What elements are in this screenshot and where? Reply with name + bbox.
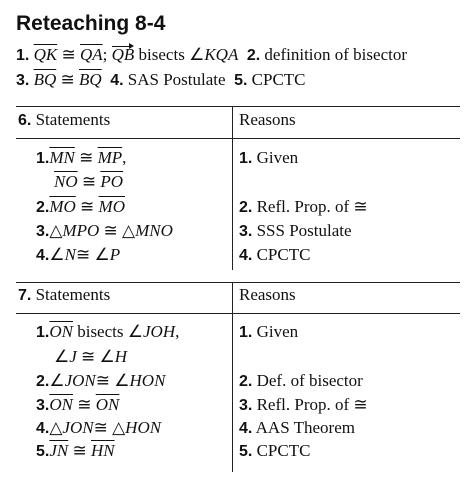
segment-qa: $\overline{QA}$: [79, 45, 103, 64]
reason-number: 3.: [239, 223, 253, 240]
statement-number: 2.: [36, 373, 50, 390]
statement-number: 1.: [36, 324, 50, 341]
table-7-statement-3: [36, 395, 119, 415]
congruent-symbol: ≅: [103, 221, 118, 240]
reason-number: 4.: [239, 247, 253, 264]
item-5-text: CPCTC: [251, 70, 306, 89]
table-7-statement-1: [36, 322, 179, 342]
bisects-word: bisects: [77, 322, 124, 341]
segment: $\overline{ON}$: [95, 395, 120, 414]
segment-bq: $\overline{BQ}$: [79, 70, 102, 89]
triangle-name: JON: [62, 418, 94, 437]
congruent-symbol: ≅: [60, 70, 75, 89]
reason-text: CPCTC: [256, 245, 311, 264]
statement-number: 4.: [36, 247, 50, 264]
angle-kqa: KQA: [204, 45, 239, 64]
statement-number: 3.: [36, 223, 50, 240]
congruent-symbol: ≅: [93, 418, 108, 437]
angle-symbol: ∠: [94, 245, 110, 264]
comma: ,: [122, 148, 127, 167]
table-7-statement-4: [36, 418, 161, 438]
table-6-divider: [232, 106, 233, 270]
congruent-symbol: ≅: [95, 371, 111, 390]
item-3-number: 3.: [16, 72, 30, 89]
angle-name: JON: [64, 371, 96, 390]
segment: $\overline{PO}$: [100, 172, 124, 191]
table-7-reason-4: [239, 418, 355, 438]
segment: $\overline{JN}$: [49, 441, 69, 460]
table-6-statement-3: [36, 221, 173, 241]
congruent-symbol: ≅: [81, 347, 96, 366]
problem-7-number: 7.: [18, 287, 32, 304]
table-6-statement-1: [36, 148, 126, 168]
congruent-symbol: ≅: [79, 148, 94, 167]
table-7-top-rule: [16, 282, 460, 283]
triangle-name: HON: [125, 418, 162, 437]
answer-line-1: [16, 45, 407, 65]
table-7-reason-5: [239, 441, 310, 461]
reason-number: 3.: [239, 397, 253, 414]
angle-name: J: [69, 347, 77, 366]
table-7-reasons-header: Reasons: [239, 285, 296, 304]
segment: $\overline{ON}$: [49, 395, 73, 414]
segment: $\overline{MN}$: [49, 148, 75, 167]
statement-number: 4.: [36, 420, 50, 437]
angle-symbol: ∠: [49, 371, 65, 390]
item-4-text: SAS Postulate: [127, 70, 226, 89]
congruent-symbol: ≅: [80, 197, 95, 216]
reason-text: Refl. Prop. of ≅: [256, 395, 368, 414]
semicolon: ;: [102, 45, 108, 64]
reason-number: 2.: [239, 199, 253, 216]
reason-text: SSS Postulate: [256, 221, 352, 240]
reason-number: 1.: [239, 150, 253, 167]
angle-name: JOH: [143, 322, 176, 341]
table-7-statement-5: [36, 441, 115, 461]
segment: $\overline{ON}$: [49, 322, 73, 341]
bisects-word: bisects: [138, 45, 185, 64]
item-1-number: 1.: [16, 47, 30, 64]
angle-name: N: [64, 245, 76, 264]
item-5-number: 5.: [234, 72, 248, 89]
table-7-statements-header: [18, 285, 110, 305]
table-6-statements-header: [18, 110, 110, 130]
segment: $\overline{NO}$: [54, 172, 78, 191]
reason-number: 5.: [239, 443, 253, 460]
ray-qb: QB: [111, 45, 135, 64]
reason-text: Given: [256, 322, 299, 341]
reason-number: 1.: [239, 324, 253, 341]
triangle-symbol: △: [49, 418, 63, 437]
table-6-reason-4: [239, 245, 310, 265]
angle-symbol: ∠: [127, 322, 143, 341]
congruent-symbol: ≅: [81, 172, 97, 191]
table-6-top-rule: [16, 106, 460, 107]
statement-number: 5.: [36, 443, 50, 460]
angle-symbol: ∠: [49, 245, 65, 264]
table-7-divider: [232, 282, 233, 472]
reason-text: CPCTC: [256, 441, 311, 460]
triangle-symbol: △: [122, 221, 136, 240]
reason-number: 4.: [239, 420, 253, 437]
statement-number: 3.: [36, 397, 50, 414]
table-7-statement-1b: [54, 347, 127, 367]
congruent-symbol: ≅: [75, 245, 91, 264]
congruent-symbol: ≅: [61, 45, 76, 64]
reason-text: Refl. Prop. of ≅: [256, 197, 368, 216]
statements-header: Statements: [35, 110, 111, 129]
table-6-statement-1b: [54, 172, 123, 192]
problem-6-number: 6.: [18, 112, 32, 129]
angle-symbol: ∠: [54, 347, 70, 366]
item-2-number: 2.: [246, 47, 261, 64]
triangle-symbol: △: [112, 418, 126, 437]
angle-symbol: ∠: [99, 347, 115, 366]
angle-symbol: ∠: [189, 45, 205, 64]
congruent-symbol: ≅: [72, 441, 87, 460]
segment: $\overline{MO}$: [98, 197, 125, 216]
table-7-reason-3: [239, 395, 368, 415]
page-title: Reteaching 8-4: [16, 12, 166, 35]
statement-number: 2.: [36, 199, 50, 216]
angle-name: P: [109, 245, 121, 264]
table-6-reason-2: [239, 197, 368, 217]
statements-header: Statements: [35, 285, 111, 304]
statement-number: 1.: [36, 150, 50, 167]
triangle-name: MNO: [135, 221, 173, 240]
angle-name: H: [114, 347, 128, 366]
segment: $\overline{MP}$: [97, 148, 123, 167]
triangle-name: MPO: [62, 221, 100, 240]
answer-line-2: [16, 70, 306, 90]
reason-text: AAS Theorem: [255, 418, 355, 437]
table-6-header-rule: [16, 138, 460, 139]
table-7-statement-2: [36, 371, 165, 391]
reason-number: 2.: [239, 373, 253, 390]
segment: $\overline{HN}$: [90, 441, 115, 460]
triangle-symbol: △: [49, 221, 63, 240]
table-6-statement-2: [36, 197, 125, 217]
segment-qk: $\overline{QK}$: [33, 45, 58, 64]
item-4-number: 4.: [110, 72, 124, 89]
segment: $\overline{MO}$: [49, 197, 76, 216]
table-6-reasons-header: Reasons: [239, 110, 296, 129]
table-6-reason-3: [239, 221, 352, 241]
congruent-symbol: ≅: [77, 395, 92, 414]
reason-text: Def. of bisector: [256, 371, 363, 390]
segment-bq: $\overline{BQ}$: [33, 70, 57, 89]
table-7-header-rule: [16, 313, 460, 314]
table-6-statement-4: [36, 245, 120, 265]
table-7-reason-1: [239, 322, 298, 342]
comma: ,: [175, 322, 180, 341]
angle-symbol: ∠: [114, 371, 130, 390]
reason-text: Given: [256, 148, 299, 167]
table-6-reason-1: [239, 148, 298, 168]
table-7-reason-2: [239, 371, 363, 391]
item-2-text: definition of bisector: [264, 45, 407, 64]
angle-name: HON: [129, 371, 166, 390]
